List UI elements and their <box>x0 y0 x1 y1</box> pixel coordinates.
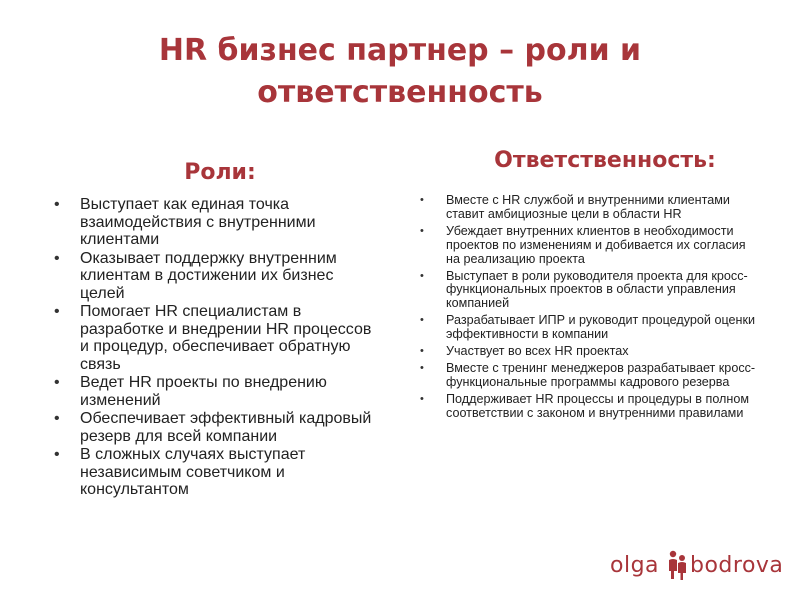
logo-people-icon <box>666 549 690 581</box>
roles-list <box>52 196 377 500</box>
responsibility-list-item: • Разрабатывает ИПР и руководит процедурой оценки эффективности в компании <box>418 314 763 342</box>
title-line-2: ответственность <box>257 75 543 110</box>
page-title <box>0 30 800 114</box>
responsibility-list-item: • Вместе с HR службой и внутренними клиентами ставит амбициозные цели в области HR <box>418 194 763 222</box>
responsibility-list <box>418 194 763 424</box>
roles-heading: Роли: <box>184 160 256 185</box>
logo-word-bodrova: bodrova <box>690 553 784 578</box>
responsibility-heading: Ответственность: <box>494 148 716 173</box>
roles-list-item: • Ведет HR проекты по внедрению изменений <box>52 374 377 409</box>
responsibility-list-item: • Вместе с тренинг менеджеров разрабатывает кросс-функциональные программы кадрового резерва <box>418 362 763 390</box>
logo-word-olga: olga <box>610 553 660 578</box>
roles-list-item: • Выступает как единая точка взаимодействия с внутренними клиентами <box>52 196 377 249</box>
responsibility-list-item: • Убеждает внутренних клиентов в необходимости проектов по изменениям и добивается их согласия на реализацию проекта <box>418 225 763 267</box>
logo <box>610 545 795 585</box>
title-line-1: HR бизнес партнер – роли и <box>158 33 642 68</box>
roles-list-item: • Помогает HR специалистам в разработке и внедрении HR процессов и процедур, обеспечивает обратную связь <box>52 303 377 373</box>
roles-list-item: • Оказывает поддержку внутренним клиентам в достижении их бизнес целей <box>52 250 377 303</box>
roles-list-item: • Обеспечивает эффективный кадровый резерв для всей компании <box>52 410 377 445</box>
responsibility-list-item: • Участвует во всех HR проектах <box>418 345 763 359</box>
responsibility-list-item: • Выступает в роли руководителя проекта для кросс-функциональных проектов в области управления компанией <box>418 270 763 312</box>
roles-list-item: • В сложных случаях выступает независимым советчиком и консультантом <box>52 446 377 499</box>
responsibility-list-item: • Поддерживает HR процессы и процедуры в полном соответствии с законом и внутренними правилами <box>418 393 763 421</box>
